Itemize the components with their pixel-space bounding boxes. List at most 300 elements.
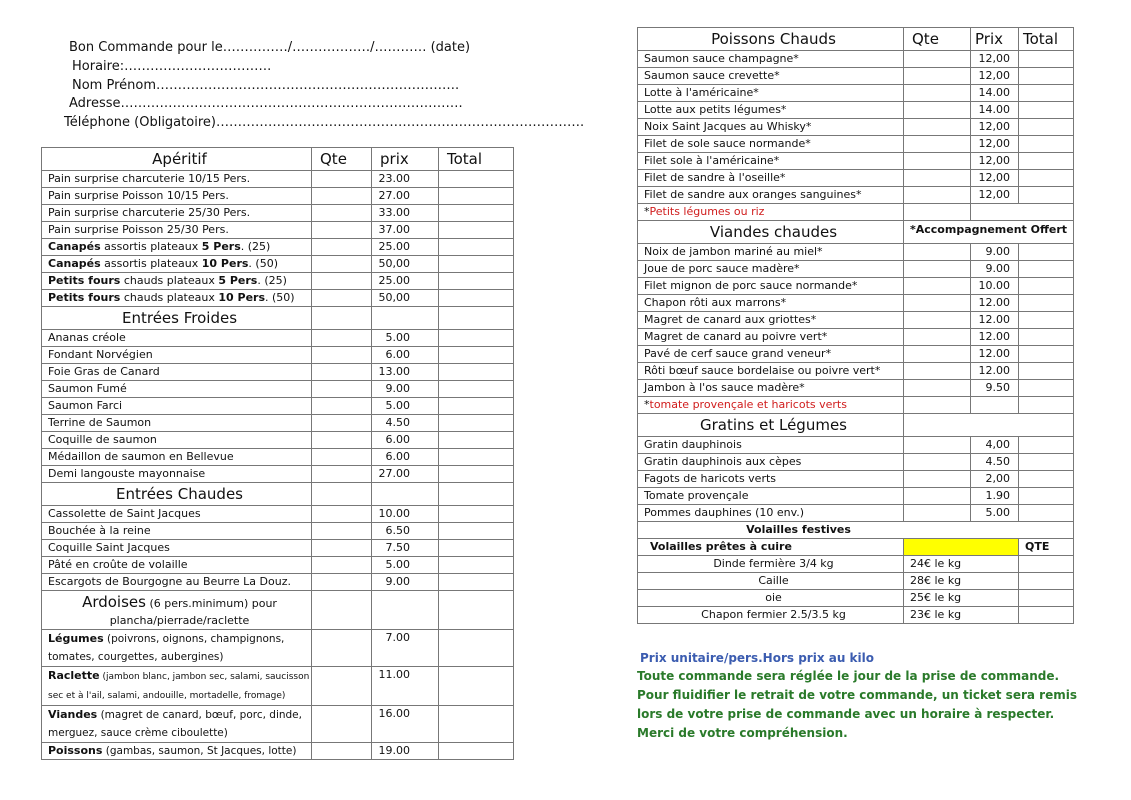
qte-input[interactable] xyxy=(904,153,971,170)
section-title-aperitif: Apéritif xyxy=(42,148,312,171)
qte-input[interactable] xyxy=(312,630,372,667)
menu-item-row xyxy=(42,432,514,449)
item-price: 11.00 xyxy=(372,667,439,706)
item-name: Tomate provençale xyxy=(638,488,904,505)
menu-item-row xyxy=(638,170,1074,187)
total-cell[interactable] xyxy=(439,205,514,222)
empty-cell xyxy=(971,204,1074,221)
item-name: Saumon Farci xyxy=(42,398,312,415)
poissons-header-row xyxy=(638,28,1074,51)
item-price: 2,00 xyxy=(971,471,1019,488)
total-cell[interactable] xyxy=(1019,85,1074,102)
volaille-name: Chapon fermier 2.5/3.5 kg xyxy=(638,607,904,624)
payment-note: Toute commande sera réglée le jour de la prise de commande. xyxy=(637,669,1060,683)
menu-item-row xyxy=(638,454,1074,471)
schedule-note: lors de votre prise de commande avec un horaire à respecter. xyxy=(637,707,1055,721)
item-persons: 5 Pers xyxy=(218,274,258,287)
empty-cell xyxy=(439,591,514,630)
menu-item-row xyxy=(42,347,514,364)
item-name: Pain surprise Poisson 25/30 Pers. xyxy=(42,222,312,239)
item-name: Filet de sandre à l'oseille* xyxy=(638,170,904,187)
item-persons: 5 Pers xyxy=(201,240,241,253)
item-price: 10.00 xyxy=(372,506,439,523)
empty-cell xyxy=(904,397,971,414)
total-cell[interactable] xyxy=(1019,244,1074,261)
total-cell[interactable] xyxy=(439,222,514,239)
ticket-note: Pour fluidifier le retrait de votre commande, un ticket sera remis xyxy=(637,688,1077,702)
total-cell[interactable] xyxy=(1019,102,1074,119)
qte-input[interactable] xyxy=(904,102,971,119)
item-price: 9.00 xyxy=(372,574,439,591)
item-price: 12.00 xyxy=(971,346,1019,363)
telephone-field[interactable]: Téléphone (Obligatoire)…………………………………………………………………………. xyxy=(64,115,585,130)
total-cell[interactable] xyxy=(439,466,514,483)
item-price: 6.00 xyxy=(372,449,439,466)
total-cell[interactable] xyxy=(1019,454,1074,471)
item-name: Chapon rôti aux marrons* xyxy=(638,295,904,312)
total-cell[interactable] xyxy=(439,449,514,466)
item-bold-label: Petits fours xyxy=(48,274,121,287)
note-text: tomate provençale et haricots verts xyxy=(649,398,847,411)
qte-input[interactable] xyxy=(312,506,372,523)
item-price: 4.50 xyxy=(372,415,439,432)
empty-cell xyxy=(312,307,372,330)
qte-input[interactable] xyxy=(312,540,372,557)
qte-input[interactable] xyxy=(312,743,372,760)
item-name: Cassolette de Saint Jacques xyxy=(42,506,312,523)
qte-input[interactable] xyxy=(904,68,971,85)
item-count: . (50) xyxy=(248,257,278,270)
total-cell[interactable] xyxy=(439,432,514,449)
section-title-ardoises xyxy=(42,591,312,630)
item-name xyxy=(42,667,312,706)
accompaniment-note-poissons-row xyxy=(638,204,1074,221)
column-header-qte: Qte xyxy=(904,28,971,51)
qte-input[interactable] xyxy=(904,505,971,522)
total-cell[interactable] xyxy=(1019,363,1074,380)
item-name: Pain surprise Poisson 10/15 Pers. xyxy=(42,188,312,205)
item-price: 9.00 xyxy=(372,381,439,398)
item-price: 23.00 xyxy=(372,171,439,188)
price-note: Prix unitaire/pers.Hors prix au kilo xyxy=(640,651,875,665)
menu-item-row xyxy=(42,364,514,381)
item-name: Lotte à l'américaine* xyxy=(638,85,904,102)
item-name: Pommes dauphines (10 env.) xyxy=(638,505,904,522)
ardoise-label: Poissons xyxy=(48,744,103,757)
total-cell[interactable] xyxy=(1019,437,1074,454)
qte-input[interactable] xyxy=(312,273,372,290)
item-bold-label: Canapés xyxy=(48,257,101,270)
empty-cell xyxy=(439,307,514,330)
item-name xyxy=(42,239,312,256)
qte-input[interactable] xyxy=(312,188,372,205)
item-price: 12,00 xyxy=(971,119,1019,136)
total-cell[interactable] xyxy=(439,171,514,188)
total-cell[interactable] xyxy=(1019,261,1074,278)
ardoise-row xyxy=(42,743,514,760)
item-desc: assortis plateaux xyxy=(100,257,202,270)
menu-item-row xyxy=(638,261,1074,278)
qte-input[interactable] xyxy=(312,398,372,415)
qte-input[interactable] xyxy=(904,51,971,68)
qte-input[interactable] xyxy=(312,205,372,222)
qte-input[interactable] xyxy=(904,471,971,488)
item-price: 12,00 xyxy=(971,153,1019,170)
item-name xyxy=(42,630,312,667)
qte-input[interactable] xyxy=(904,261,971,278)
qte-input[interactable] xyxy=(312,667,372,706)
volaille-price: 24€ le kg xyxy=(904,556,1019,573)
item-name: Escargots de Bourgogne au Beurre La Douz. xyxy=(42,574,312,591)
item-name: Noix de jambon mariné au miel* xyxy=(638,244,904,261)
item-count: . (50) xyxy=(265,291,295,304)
qte-input[interactable] xyxy=(312,557,372,574)
item-name: Filet de sole sauce normande* xyxy=(638,136,904,153)
menu-item-row xyxy=(638,278,1074,295)
total-cell[interactable] xyxy=(439,188,514,205)
menu-item-row xyxy=(638,380,1074,397)
menu-item-row xyxy=(42,557,514,574)
qte-input[interactable] xyxy=(904,170,971,187)
volaille-name: Dinde fermière 3/4 kg xyxy=(638,556,904,573)
item-price: 9.50 xyxy=(971,380,1019,397)
accompaniment-note-viandes xyxy=(638,397,904,414)
item-price: 12,00 xyxy=(971,51,1019,68)
qte-input[interactable] xyxy=(312,290,372,307)
item-name: Jambon à l'os sauce madère* xyxy=(638,380,904,397)
item-price: 27.00 xyxy=(372,188,439,205)
total-cell[interactable] xyxy=(439,330,514,347)
item-name: Filet mignon de porc sauce normande* xyxy=(638,278,904,295)
item-price: 37.00 xyxy=(372,222,439,239)
menu-item-row xyxy=(42,466,514,483)
total-cell[interactable] xyxy=(439,523,514,540)
ardoise-row xyxy=(42,667,514,706)
item-price: 6.00 xyxy=(372,347,439,364)
section-title-gratins: Gratins et Légumes xyxy=(638,414,904,437)
section-title-poissons-chauds: Poissons Chauds xyxy=(638,28,904,51)
qte-input[interactable] xyxy=(904,244,971,261)
item-name xyxy=(42,256,312,273)
qte-input[interactable] xyxy=(312,415,372,432)
qte-input[interactable] xyxy=(904,380,971,397)
volaille-price: 23€ le kg xyxy=(904,607,1019,624)
qte-input[interactable] xyxy=(312,706,372,743)
empty-cell xyxy=(312,483,372,506)
ardoise-detail: (poivrons, oignons, champignons, tomates, courgettes, aubergines) xyxy=(48,633,285,663)
asterisk: * xyxy=(644,398,650,411)
item-price: 14.00 xyxy=(971,102,1019,119)
item-name: Saumon sauce champagne* xyxy=(638,51,904,68)
note-text: Petits légumes ou riz xyxy=(649,205,765,218)
volaille-row xyxy=(638,590,1074,607)
menu-item-row xyxy=(638,363,1074,380)
total-cell[interactable] xyxy=(1019,488,1074,505)
item-price: 12,00 xyxy=(971,136,1019,153)
item-price: 6.00 xyxy=(372,432,439,449)
item-price: 1.90 xyxy=(971,488,1019,505)
total-cell[interactable] xyxy=(1019,68,1074,85)
qte-input[interactable] xyxy=(312,466,372,483)
qte-input[interactable] xyxy=(904,187,971,204)
empty-cell xyxy=(312,591,372,630)
total-cell[interactable] xyxy=(439,256,514,273)
total-cell[interactable] xyxy=(1019,170,1074,187)
item-price: 9.00 xyxy=(971,261,1019,278)
qte-input[interactable] xyxy=(1019,590,1074,607)
menu-item-row xyxy=(638,119,1074,136)
menu-item-row xyxy=(638,85,1074,102)
item-name: Bouchée à la reine xyxy=(42,523,312,540)
qte-input[interactable] xyxy=(904,295,971,312)
item-name: Lotte aux petits légumes* xyxy=(638,102,904,119)
left-order-table xyxy=(41,147,514,760)
total-cell[interactable] xyxy=(439,364,514,381)
item-price: 4,00 xyxy=(971,437,1019,454)
column-header-total: Total xyxy=(1019,28,1074,51)
qte-input[interactable] xyxy=(312,222,372,239)
viandes-header-row xyxy=(638,221,1074,244)
qte-input[interactable] xyxy=(1019,573,1074,590)
qte-input[interactable] xyxy=(312,432,372,449)
qte-input[interactable] xyxy=(312,171,372,188)
menu-item-row xyxy=(42,222,514,239)
section-title-volailles-festives: Volailles festives xyxy=(638,522,1074,539)
qte-input[interactable] xyxy=(312,574,372,591)
item-price: 25.00 xyxy=(372,273,439,290)
item-bold-label: Canapés xyxy=(48,240,101,253)
volaille-row xyxy=(638,556,1074,573)
menu-item-row xyxy=(42,330,514,347)
menu-item-row xyxy=(42,506,514,523)
item-price: 12,00 xyxy=(971,68,1019,85)
menu-item-row xyxy=(638,505,1074,522)
item-name: Terrine de Saumon xyxy=(42,415,312,432)
item-price: 12.00 xyxy=(971,363,1019,380)
qte-input[interactable] xyxy=(904,312,971,329)
total-cell[interactable] xyxy=(1019,153,1074,170)
item-name: Pâté en croûte de volaille xyxy=(42,557,312,574)
menu-item-row xyxy=(638,471,1074,488)
accompaniment-note-poissons xyxy=(638,204,904,221)
item-count: . (25) xyxy=(240,240,271,253)
qte-input[interactable] xyxy=(312,449,372,466)
total-cell[interactable] xyxy=(1019,471,1074,488)
total-cell[interactable] xyxy=(439,290,514,307)
item-price: 9.00 xyxy=(971,244,1019,261)
qte-input[interactable] xyxy=(312,381,372,398)
item-name: Rôti bœuf sauce bordelaise ou poivre vert* xyxy=(638,363,904,380)
total-cell[interactable] xyxy=(439,743,514,760)
column-header-total: Total xyxy=(439,148,514,171)
item-price: 50,00 xyxy=(372,256,439,273)
empty-cell xyxy=(1019,397,1074,414)
qte-input[interactable] xyxy=(904,488,971,505)
item-bold-label: Petits fours xyxy=(48,291,121,304)
item-price: 6.50 xyxy=(372,523,439,540)
qte-input[interactable] xyxy=(312,523,372,540)
empty-cell xyxy=(971,397,1019,414)
qte-input[interactable] xyxy=(312,347,372,364)
total-cell[interactable] xyxy=(439,239,514,256)
item-price: 13.00 xyxy=(372,364,439,381)
total-cell[interactable] xyxy=(439,630,514,667)
volaille-row xyxy=(638,607,1074,624)
total-cell[interactable] xyxy=(439,706,514,743)
volailles-qte-header: QTE xyxy=(1019,539,1074,556)
total-cell[interactable] xyxy=(439,506,514,523)
total-cell[interactable] xyxy=(439,347,514,364)
highlight-cell xyxy=(904,539,1019,556)
ardoise-label: Raclette xyxy=(48,669,100,682)
item-price: 19.00 xyxy=(372,743,439,760)
total-cell[interactable] xyxy=(1019,505,1074,522)
menu-item-row xyxy=(638,153,1074,170)
empty-cell xyxy=(372,483,439,506)
menu-item-row xyxy=(638,295,1074,312)
total-cell[interactable] xyxy=(1019,136,1074,153)
item-name: Magret de canard au poivre vert* xyxy=(638,329,904,346)
accompaniment-note-viandes-row xyxy=(638,397,1074,414)
ardoise-row xyxy=(42,630,514,667)
total-cell[interactable] xyxy=(1019,295,1074,312)
empty-cell xyxy=(372,307,439,330)
qte-input[interactable] xyxy=(904,329,971,346)
item-price: 5.00 xyxy=(372,557,439,574)
qte-input[interactable] xyxy=(904,454,971,471)
volailles-subtitle-row xyxy=(638,539,1074,556)
ardoises-title: Ardoises xyxy=(82,592,146,611)
menu-item-row xyxy=(42,256,514,273)
total-cell[interactable] xyxy=(439,381,514,398)
item-price: 16.00 xyxy=(372,706,439,743)
total-cell[interactable] xyxy=(1019,329,1074,346)
total-cell[interactable] xyxy=(1019,278,1074,295)
item-name: Noix Saint Jacques au Whisky* xyxy=(638,119,904,136)
total-cell[interactable] xyxy=(439,415,514,432)
qte-input[interactable] xyxy=(1019,556,1074,573)
menu-item-row xyxy=(638,437,1074,454)
total-cell[interactable] xyxy=(1019,312,1074,329)
menu-item-row xyxy=(638,346,1074,363)
total-cell[interactable] xyxy=(1019,187,1074,204)
volaille-name: oie xyxy=(638,590,904,607)
ardoise-detail: (jambon blanc, jambon sec, salami, saucisson sec et à l'ail, salami, andouille, mortadelle, fromage) xyxy=(48,672,310,701)
item-name: Magret de canard aux griottes* xyxy=(638,312,904,329)
section-title-gratins-row xyxy=(638,414,1074,437)
item-price: 5.00 xyxy=(971,505,1019,522)
total-cell[interactable] xyxy=(439,667,514,706)
qte-input[interactable] xyxy=(312,330,372,347)
menu-item-row xyxy=(42,415,514,432)
menu-item-row xyxy=(638,329,1074,346)
qte-input[interactable] xyxy=(904,346,971,363)
item-desc: assortis plateaux xyxy=(100,240,202,253)
item-desc: chauds plateaux xyxy=(120,291,219,304)
item-price: 12,00 xyxy=(971,187,1019,204)
adresse-field[interactable]: Adresse……………………………………………………………………. xyxy=(69,96,463,111)
item-price: 12,00 xyxy=(971,170,1019,187)
qte-input[interactable] xyxy=(904,278,971,295)
nom-prenom-field[interactable]: Nom Prénom……………………………………………………………. xyxy=(72,78,460,93)
volailles-subtitle: Volailles prêtes à cuire xyxy=(638,539,904,556)
item-price: 33.00 xyxy=(372,205,439,222)
qte-input[interactable] xyxy=(904,437,971,454)
item-name: Saumon sauce crevette* xyxy=(638,68,904,85)
section-title-entrees-froides: Entrées Froides xyxy=(42,307,312,330)
total-cell[interactable] xyxy=(1019,380,1074,397)
item-name: Gratin dauphinois aux cèpes xyxy=(638,454,904,471)
item-desc: chauds plateaux xyxy=(120,274,219,287)
menu-item-row xyxy=(638,102,1074,119)
total-cell[interactable] xyxy=(1019,119,1074,136)
column-header-qte: Qte xyxy=(312,148,372,171)
volaille-name: Caille xyxy=(638,573,904,590)
empty-cell xyxy=(904,204,971,221)
section-title-viandes-chaudes: Viandes chaudes xyxy=(638,221,904,244)
total-cell[interactable] xyxy=(1019,346,1074,363)
empty-cell xyxy=(439,483,514,506)
item-name: Filet de sandre aux oranges sanguines* xyxy=(638,187,904,204)
menu-item-row xyxy=(638,68,1074,85)
item-name: Fagots de haricots verts xyxy=(638,471,904,488)
item-name: Fondant Norvégien xyxy=(42,347,312,364)
total-cell[interactable] xyxy=(1019,51,1074,68)
qte-input[interactable] xyxy=(1019,607,1074,624)
menu-item-row xyxy=(638,244,1074,261)
asterisk: * xyxy=(644,205,650,218)
item-price: 12.00 xyxy=(971,312,1019,329)
section-title-entrees-chaudes: Entrées Chaudes xyxy=(42,483,312,506)
item-price: 7.00 xyxy=(372,630,439,667)
menu-item-row xyxy=(42,449,514,466)
item-price: 25.00 xyxy=(372,239,439,256)
qte-input[interactable] xyxy=(904,85,971,102)
thanks-note: Merci de votre compréhension. xyxy=(637,726,848,740)
menu-item-row xyxy=(638,488,1074,505)
item-price: 5.00 xyxy=(372,398,439,415)
total-cell[interactable] xyxy=(439,540,514,557)
qte-input[interactable] xyxy=(312,256,372,273)
ardoise-row xyxy=(42,706,514,743)
order-date-field[interactable]: Bon Commande pour le……………/………………/………… (date) xyxy=(69,40,471,55)
item-count: . (25) xyxy=(257,274,287,287)
item-price: 14.00 xyxy=(971,85,1019,102)
qte-input[interactable] xyxy=(312,239,372,256)
ardoises-subtitle: (6 pers.minimum) pour xyxy=(145,596,277,610)
qte-input[interactable] xyxy=(904,119,971,136)
item-name xyxy=(42,743,312,760)
total-cell[interactable] xyxy=(439,273,514,290)
aperitif-header-row xyxy=(42,148,514,171)
item-name: Coquille de saumon xyxy=(42,432,312,449)
menu-item-row xyxy=(42,540,514,557)
item-name: Foie Gras de Canard xyxy=(42,364,312,381)
horaire-field[interactable]: Horaire:……………………………. xyxy=(72,59,272,74)
item-name: Pain surprise charcuterie 10/15 Pers. xyxy=(42,171,312,188)
total-cell[interactable] xyxy=(439,574,514,591)
qte-input[interactable] xyxy=(904,136,971,153)
item-name: Gratin dauphinois xyxy=(638,437,904,454)
volaille-row xyxy=(638,573,1074,590)
ardoises-line2: plancha/pierrade/raclette xyxy=(109,613,250,627)
qte-input[interactable] xyxy=(904,363,971,380)
total-cell[interactable] xyxy=(439,398,514,415)
ardoise-label: Légumes xyxy=(48,632,104,645)
total-cell[interactable] xyxy=(439,557,514,574)
volaille-price: 25€ le kg xyxy=(904,590,1019,607)
qte-input[interactable] xyxy=(312,364,372,381)
